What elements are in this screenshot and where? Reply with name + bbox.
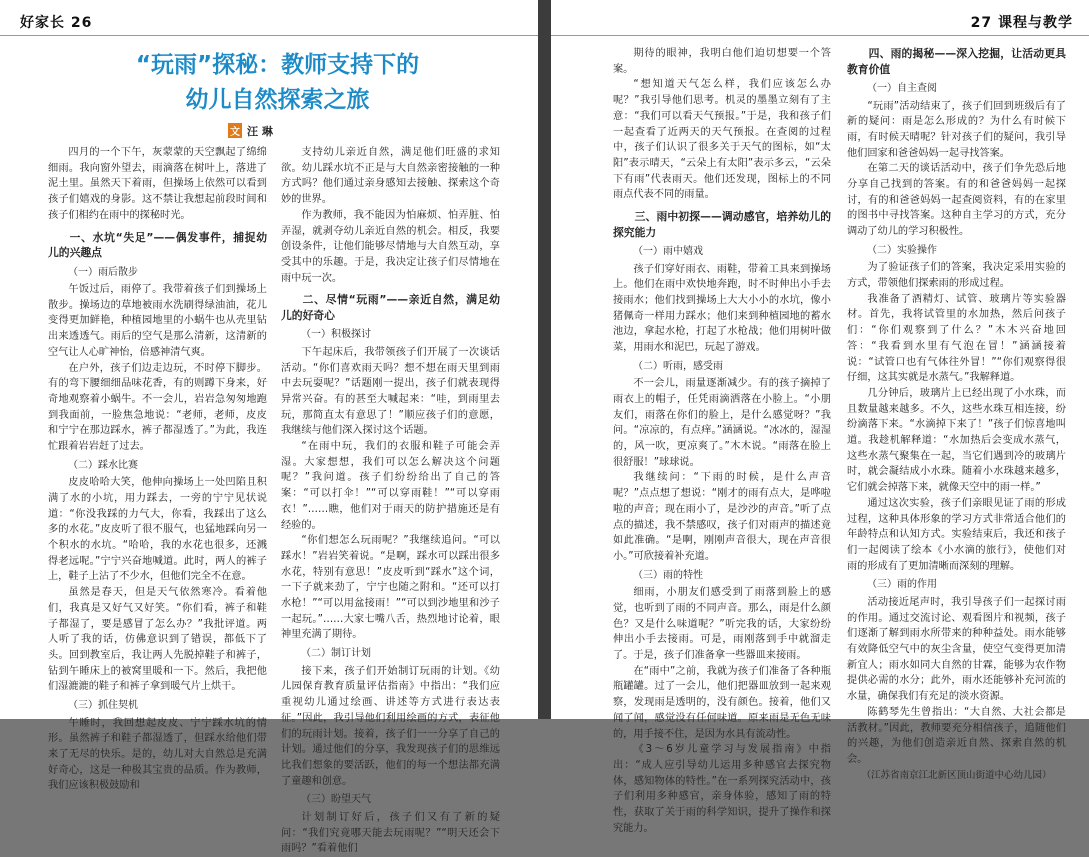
paragraph: 虽然是春天，但是天气依然寒冷。看着他们，我真是又好气又好笑。“你们看，裤子和鞋子都湿了，要是感冒了怎么办？”我批评道。两人听了我的话，仿佛意识到了错误，都低下了头。回到教室后，我让两人先脱掉鞋子和裤子，钻到午睡床上的被窝里暖和一下。然后，我把他们湿漉漉的鞋子和裤子拿到暖气片上烘干。 xyxy=(48,587,267,693)
paragraph: 细雨，小朋友们感受到了雨落到脸上的感觉，也听到了雨的不同声音。那么，雨是什么颜色？又是什么味道呢？”听完我的话，大家纷纷伸出小手去接雨。可是，雨刚落到手中就溜走了。于是，孩子们准备拿一些器皿来接雨。 xyxy=(613,587,831,661)
paragraph: 通过这次实验，孩子们亲眼见证了雨的形成过程，这种具体形象的学习方式非常适合他们的年龄特点和认知方式。实验结束后，我还和孩子们一起阅读了绘本《小水滴的旅行》，使他们对雨的形成有了更加清晰而深刻的理解。 xyxy=(847,497,1066,572)
paragraph: 四月的一个下午，灰蒙蒙的天空飘起了绵绵细雨。我向窗外望去，雨滴落在树叶上，落进了泥土里。虽然天下着雨，但操场上依然可以看到孩子们嬉戏的身影。这不禁让我想起前段时间和孩子们相约在雨中的探秘时光。 xyxy=(48,147,267,221)
paragraph: 午睡时，我回想起皮皮、宁宁踩水坑的情形。虽然裤子和鞋子都湿透了，但踩水给他们带来了无尽的快乐。是的，幼儿对大自然总是充满好奇心，这是一种极其宝贵的品质。作为教师，我们应该积极鼓励和 xyxy=(48,717,267,792)
right-header-rule xyxy=(551,35,1089,36)
section-heading: 一、水坑“失足”——偶发事件，捕捉幼儿的兴趣点 xyxy=(48,230,267,260)
author-name: 汪 琳 xyxy=(247,125,273,138)
paragraph: 计划制订好后，孩子们又有了新的疑问：“我们究竟哪天能去玩雨呢？”“明天还会下雨吗？”看着他们 xyxy=(281,811,500,855)
subsection-heading: （三）雨的作用 xyxy=(867,579,937,591)
paragraph: 期待的眼神，我明白他们迫切想要一个答案。 xyxy=(613,48,831,75)
subsection-heading: （一）积极探讨 xyxy=(301,329,371,341)
paragraph: 在户外，孩子们边走边玩，不时停下脚步。有的弯下腰细细品味花香，有的则蹲下身来，好奇地观察着小蜗牛。不一会儿，岩岩急匆匆地跑到我面前，一脸焦急地说：“老师，老师，皮皮和宁宁在那边踩水，裤子都湿透了。”为此，我连忙跟着岩岩赶了过去。 xyxy=(48,362,267,453)
paragraph: “在雨中玩，我们的衣服和鞋子可能会弄湿。大家想想，我们可以怎么解决这个问题呢？”我问道。孩子们纷纷给出了自己的答案：“可以打伞！”“可以穿雨鞋！”“可以穿雨衣！”……瞧，他们对于雨天的防护措施还是有经验的。 xyxy=(281,441,500,531)
paragraph: 活动接近尾声时，我引导孩子们一起探讨雨的作用。通过交流讨论、观看图片和视频，孩子们逐渐了解到雨水所带来的种种益处。雨水能够有效降低空气中的灰尘含量，使空气变得更加清新宜人；雨水如同大自然的甘霖，能够为农作物提供必需的水分；此外，雨水还能够补充河流的水量，确保我们有充足的淡水资源。 xyxy=(847,596,1066,703)
left-column-2 xyxy=(281,145,500,855)
left-header-rule xyxy=(0,35,538,36)
subsection-heading: （二）踩水比赛 xyxy=(68,459,138,471)
paragraph: 支持幼儿亲近自然，满足他们旺盛的求知欲。幼儿踩水坑不正是与大自然亲密接触的一种方式吗？他们通过亲身感知去接触、探索这个奇妙的世界。 xyxy=(281,147,500,206)
right-page xyxy=(551,0,1089,834)
paragraph: “想知道天气怎么样，我们应该怎么办呢？”我引导他们思考。机灵的墨墨立刻有了主意：“我们可以看天气预报。”于是，我和孩子们一起查看了近两天的天气预报。在查阅的过程中，孩子们认识了很多关于天气的图标，如“太阳”表示晴天，“云朵上有太阳”表示多云，“云朵下有雨”代表雨天。他们还发现，图标上的不同雨点代表不同的雨量。 xyxy=(613,79,831,201)
paragraph: 为了验证孩子们的答案，我决定采用实验的方式，带领他们探索雨的形成过程。 xyxy=(847,262,1066,290)
subsection-heading: （二）制订计划 xyxy=(301,648,371,660)
paragraph: 皮皮哈哈大笑，他伸向操场上一处凹陷且积满了水的小坑，用力踩去，一旁的宁宁见状说道：“你没我踩的力气大，你看，我踩出了这么多的水花。”皮皮听了很不服气，也猛地踩向另一个积水的水坑。“哈哈，我的水花也很多，还溅得老远呢。”宁宁兴奋地喊道。此时，两人的裤子上，鞋子上沾了不少水，但他们完全不在意。 xyxy=(48,477,267,583)
article-title-line1: “玩雨”探秘：教师支持下的 xyxy=(135,52,420,78)
paragraph: 孩子们穿好雨衣、雨鞋，带着工具来到操场上。他们在雨中欢快地奔跑，时不时伸出小手去接雨水；他们找到操场上大大小小的水坑，像小猪佩奇一样用力踩水；他们来到种植园地的蓄水池边，拿起水枪，打起了水枪战；他们用树叶做菜，用雨水和泥巴，玩起了游戏。 xyxy=(613,263,831,354)
subsection-heading: （一）自主查阅 xyxy=(867,83,937,94)
paragraph: 在第二天的谈话活动中，孩子们争先恐后地分享自己找到的答案。有的和爸爸妈妈一起探讨，有的和爸爸妈妈一起查阅资料，有的在家里的图书中寻找答案。这种自主学习的方式，充分调动了幼儿的学习积极性。 xyxy=(847,163,1066,238)
article-title-line2: 幼儿自然探索之旅 xyxy=(185,87,370,113)
author-affiliation: （江苏省南京江北新区顶山街道中心幼儿园） xyxy=(861,769,1052,781)
paragraph: 不一会儿，雨量逐渐减少。有的孩子摘掉了雨衣上的帽子，任凭雨滴洒落在小脸上。“小朋友们，雨落在你们的脸上，是什么感觉呀？”我问。“凉凉的，有点痒。”涵涵说。“冰冰的，湿湿的，风一吹，更凉爽了。”木木说。“雨落在脸上很舒服！”球球说。 xyxy=(613,378,831,468)
paragraph: 午饭过后，雨停了。我带着孩子们到操场上散步。操场边的草地被雨水洗刷得绿油油，花儿变得更加鲜艳，种植园地里的小蜗牛也从壳里钻出来透透气。雨后的空气是那么清新，这清新的空气让人心旷神怡，倍感神清气爽。 xyxy=(48,284,267,358)
left-page-header: 好家长 26 xyxy=(20,15,93,31)
paragraph: 我继续问：“下雨的时候，是什么声音呢？”点点想了想说：“刚才的雨有点大，是哗啦啦的声音；现在雨小了，是沙沙的声音。”听了点点的描述，我不禁感叹，孩子们对雨声的描述竟如此准确。“是啊，刚刚声音很大，现在声音很小。”可欣接着补充道。 xyxy=(613,472,831,562)
paragraph: 陈鹤琴先生曾指出：“大自然、大社会都是活教材。”因此，教师要充分相信孩子，追随他们的兴趣，为他们创造亲近自然、探索自然的机会。 xyxy=(847,706,1066,765)
section-heading: 二、尽情“玩雨”——亲近自然，满足幼儿的好奇心 xyxy=(281,293,500,322)
paragraph: “玩雨”活动结束了，孩子们回到班级后有了新的疑问：雨是怎么形成的？为什么有时候下雨，有时候天晴呢？针对孩子们的疑问，我引导他们回家和爸爸妈妈一起寻找答案。 xyxy=(847,100,1066,159)
subsection-heading: （三）雨的特性 xyxy=(633,569,703,581)
paragraph: 在“雨中”之前，我就为孩子们准备了各种瓶瓶罐罐。过了一会儿，他们把器皿放到一起来观察，发现雨是透明的，没有颜色。接着，他们又闻了闻，感觉没有任何味道。原来雨是无色无味的，用手接不住，是因为水具有流动性。 xyxy=(613,665,831,740)
section-heading: 三、雨中初探——调动感官，培养幼儿的探究能力 xyxy=(613,210,831,239)
author-byline xyxy=(228,123,273,139)
left-column-1 xyxy=(48,145,267,792)
paragraph: 作为教师，我不能因为怕麻烦、怕弄脏、怕弄湿，就剥夺幼儿亲近自然的机会。相反，我要创设条件，让他们能够尽情地与大自然互动，享受其中的乐趣。于是，我决定让孩子们尽情地在雨中玩一次。 xyxy=(281,209,500,284)
subsection-heading: （一）雨中嬉戏 xyxy=(633,246,703,258)
subsection-heading: （二）实验操作 xyxy=(867,244,937,256)
page-gutter xyxy=(538,0,551,719)
right-column-1 xyxy=(613,46,831,834)
subsection-heading: （三）盼望天气 xyxy=(301,794,371,806)
subsection-heading: （三）抓住契机 xyxy=(68,700,138,712)
author-tag: 文 xyxy=(228,123,242,138)
paragraph: 几分钟后，玻璃片上已经出现了小水珠，而且数量越来越多。不久，这些水珠互相连接，纷纷滴落下来。“水滴掉下来了！”孩子们惊喜地叫道。我趁机解释道：“水加热后会变成水蒸气，这些水蒸气聚集在一起，当它们遇到冷的玻璃片时，就会凝结成小水珠。随着小水珠越来越多，它们就会掉落下来，就像天空中的雨一样。” xyxy=(847,387,1066,494)
left-page xyxy=(0,0,538,855)
paragraph: 接下来，孩子们开始制订玩雨的计划。《幼儿园保育教育质量评估指南》中指出：“我们应重视幼儿通过绘画、讲述等方式进行表达表征。”因此，我引导他们利用绘画的方式，表征他们的玩雨计划。接着，孩子们一一分享了自己的计划。通过他们的分享，我发现孩子们的思维远比我们想象的要活跃，他们的每一个想法都充满了童趣和创意。 xyxy=(281,665,500,787)
subsection-heading: （一）雨后散步 xyxy=(68,266,138,278)
right-column-2 xyxy=(847,46,1066,781)
paragraph: 我准备了酒精灯、试管、玻璃片等实验器材。首先，我将试管里的水加热，然后问孩子们：“你们观察到了什么？”木木兴奋地回答：“我看到水里有气泡在冒！”涵涵接着说：“试管口也有气体往外冒！”“你们观察得很仔细，这其实就是水蒸气。”我解释道。 xyxy=(847,293,1066,384)
right-page-header: 27 课程与教学 xyxy=(970,15,1073,31)
paragraph: 下午起床后，我带领孩子们开展了一次谈话活动。“你们喜欢雨天吗？想不想在雨天里到雨中去玩耍呢？”话题刚一提出，孩子们就表现得异常兴奋。有的甚至大喊起来：“哇，到雨里去玩，那简直太有意思了！”顺应孩子们的意愿，我继续与他们深入探讨这个话题。 xyxy=(281,346,500,437)
subsection-heading: （二）听雨，感受雨 xyxy=(633,360,723,372)
section-heading: 四、雨的揭秘——深入挖掘，让活动更具教育价值 xyxy=(847,47,1066,76)
paragraph: 《3～6岁儿童学习与发展指南》中指出：“成人应引导幼儿运用多种感官去探究物体，感知物体的特性。”在一系列探究活动中，孩子们利用多种感官，亲身体验，感知了雨的特性，获取了关于雨的科学知识，提升了操作和探究能力。 xyxy=(613,744,831,834)
paragraph: “你们想怎么玩雨呢？”我继续追问。“可以踩水！”岩岩笑着说。“是啊，踩水可以踩出很多水花，特别有意思！”皮皮听到“踩水”这个词，一下子就来劲了，宁宁也随之附和。“还可以打水枪！”“可以用盆接雨！”“可以到沙地里和沙子一起玩。”……大家七嘴八舌，热烈地讨论着，眼神里充满了期待。 xyxy=(281,535,500,641)
